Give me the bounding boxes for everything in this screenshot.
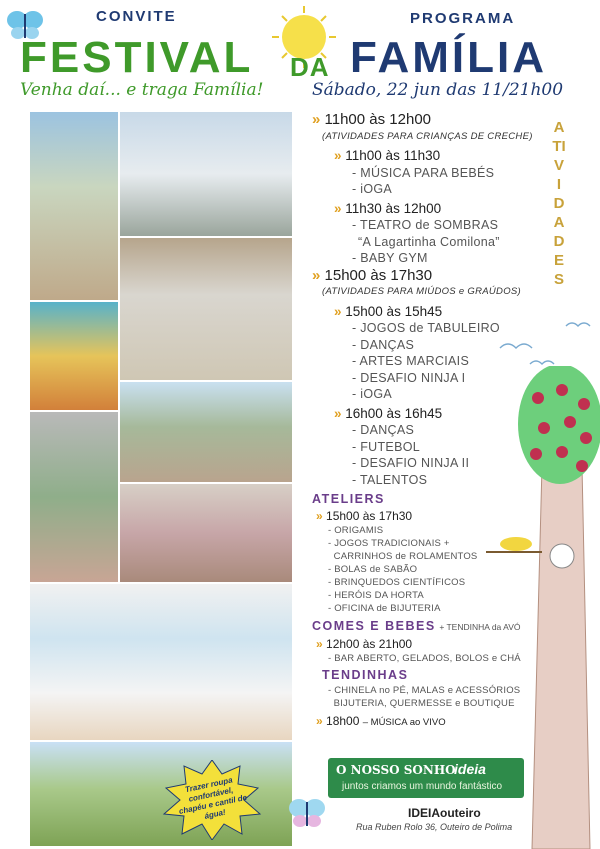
- sponsor-box: [328, 758, 524, 798]
- list-item: - BABY GYM: [352, 251, 428, 265]
- photo-circle-activity: [118, 482, 294, 584]
- list-item: - iOGA: [352, 387, 392, 401]
- list-item: - BRINQUEDOS CIENTÍFICOS: [328, 577, 466, 588]
- photo-map-board: [118, 110, 294, 238]
- block2-sub2-time: » 16h00 às 16h45: [334, 405, 443, 421]
- block1-note: (ATIVIDADES PARA CRIANÇAS DE CRECHE): [322, 130, 533, 142]
- programa-label: PROGRAMA: [410, 10, 516, 27]
- list-item: - CHINELA no PÉ, MALAS e ACESSÓRIOS: [328, 684, 521, 696]
- butterfly-icon: [288, 796, 326, 830]
- convite-label: CONVITE: [96, 8, 177, 25]
- list-item: - ORIGAMIS: [328, 525, 384, 536]
- event-date: Sábado, 22 jun das 11/21h00: [312, 80, 564, 100]
- chevron-icon: »: [334, 303, 346, 319]
- title-da: DA: [290, 52, 330, 82]
- block2-note: (ATIVIDADES PARA MIÚDOS e GRAÚDOS): [322, 286, 521, 297]
- sponsor-left: O NOSSO SONHO: [336, 763, 456, 777]
- tagline: Venha daí... e traga Família!: [20, 80, 264, 100]
- photo-collage: [28, 110, 294, 848]
- photo-crowd: [118, 380, 294, 484]
- list-item: - BOLAS de SABÃO: [328, 564, 418, 575]
- music-time: » 18h00 – MÚSICA ao VIVO: [316, 713, 446, 728]
- chevron-icon: »: [334, 200, 346, 216]
- chevron-icon: »: [312, 111, 325, 128]
- list-item: - ARTES MARCIAIS: [352, 354, 470, 368]
- org-address: Rua Ruben Rolo 36, Outeiro de Polima: [356, 822, 513, 832]
- list-item: - OFICINA de BIJUTERIA: [328, 603, 441, 614]
- photo-workshop-table: [28, 582, 294, 742]
- title-familia: FAMÍLIA: [350, 33, 547, 82]
- photo-kids-playing: [118, 236, 294, 382]
- bird-icon: [486, 530, 542, 558]
- org-name: IDEIAouteiro: [408, 806, 481, 820]
- title-festival: FESTIVAL: [20, 33, 254, 82]
- chevron-icon: »: [312, 266, 325, 284]
- list-item: - JOGOS TRADICIONAIS +: [328, 538, 450, 549]
- tree-drawing: [512, 366, 600, 849]
- photo-stall: [28, 300, 120, 412]
- list-item: BIJUTERIA, QUERMESSE e BOUTIQUE: [328, 697, 515, 709]
- ateliers-heading: ATELIERS: [312, 492, 385, 506]
- block2-sub1-time: » 15h00 às 15h45: [334, 303, 443, 319]
- chevron-icon: »: [334, 405, 346, 421]
- list-item: - DESAFIO NINJA II: [352, 456, 470, 470]
- list-item: - TEATRO de SOMBRAS: [352, 218, 499, 232]
- chevron-icon: »: [316, 636, 327, 651]
- tendinhas-heading: TENDINHAS: [322, 668, 409, 682]
- sponsor-logo-ideia: ideia: [454, 761, 486, 777]
- block1-sub1-time: » 11h00 às 11h30: [334, 148, 441, 163]
- list-item: - FUTEBOL: [352, 439, 420, 454]
- list-item: - MÚSICA PARA BEBÉS: [352, 165, 495, 180]
- chevron-icon: »: [316, 713, 327, 728]
- block1-time: » 11h00 às 12h00: [312, 111, 432, 128]
- list-item: - JOGOS de TABULEIRO: [352, 321, 500, 335]
- comes-time: » 12h00 às 21h00: [316, 636, 413, 651]
- chevron-icon: »: [334, 148, 346, 163]
- side-label-atividades: ATIVIDADES: [552, 119, 566, 288]
- list-item: - TALENTOS: [352, 472, 428, 487]
- comes-heading: COMES E BEBES + TENDINHA da AVÓ: [312, 619, 521, 633]
- list-item: - BAR ABERTO, GELADOS, BOLOS e CHÁ: [328, 653, 521, 664]
- photo-child-game: [28, 410, 120, 584]
- ateliers-time: » 15h00 às 17h30: [316, 508, 413, 523]
- list-item: - DESAFIO NINJA I: [352, 370, 466, 385]
- bubble-text: Trazer roupa confortável, chapéu e cantil de água!: [178, 775, 248, 821]
- photo-family-outdoor: [28, 110, 120, 302]
- block2-time: » 15h00 às 17h30: [312, 266, 433, 284]
- chevron-icon: »: [316, 508, 327, 523]
- sponsor-tagline: juntos criamos um mundo fantástico: [342, 781, 503, 792]
- list-item: “A Lagartinha Comilona”: [358, 234, 500, 249]
- list-item: - HERÓIS DA HORTA: [328, 590, 424, 601]
- list-item: CARRINHOS de ROLAMENTOS: [328, 551, 478, 562]
- list-item: - DANÇAS: [352, 423, 415, 437]
- list-item: - DANÇAS: [352, 337, 415, 352]
- block1-sub2-time: » 11h30 às 12h00: [334, 200, 442, 216]
- list-item: - iOGA: [352, 182, 392, 196]
- birds-decoration: [490, 318, 600, 378]
